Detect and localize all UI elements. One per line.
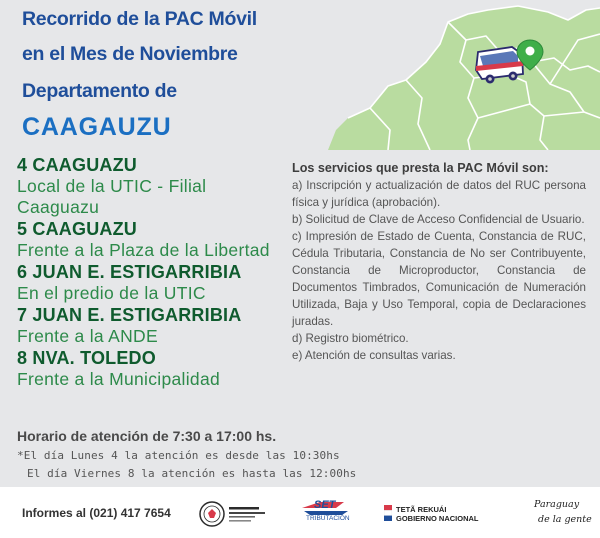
gob-line-2: GOBIERNO NACIONAL <box>396 514 479 523</box>
py-line-1: Paraguay <box>534 499 580 510</box>
title-line-2: en el Mes de Noviembre <box>22 43 238 65</box>
stop-heading: 7 JUAN E. ESTIGARRIBIA <box>17 305 242 325</box>
hacienda-logo <box>198 499 268 529</box>
py-line-2: de la gente <box>538 514 592 525</box>
opening-hours: Horario de atención de 7:30 a 17:00 hs. <box>17 428 277 444</box>
service-item: d) Registro biométrico. <box>292 332 409 345</box>
service-item: a) Inscripción y actualización de datos del RUC persona física y jurídica (aprobación). <box>292 179 586 209</box>
set-logo <box>296 499 358 529</box>
service-item: b) Solicitud de Clave de Acceso Confidencial de Usuario. <box>292 213 585 226</box>
stop-location: Frente a la Municipalidad <box>17 369 221 389</box>
services-panel <box>292 160 586 364</box>
set-logo-text: SET <box>314 499 336 511</box>
stop-heading: 6 JUAN E. ESTIGARRIBIA <box>17 262 242 282</box>
stop-heading: 5 CAAGUAZU <box>17 219 138 239</box>
service-item: e) Atención de consultas varias. <box>292 349 456 362</box>
stop-location: Frente a la ANDE <box>17 326 158 346</box>
stop-location: Local de la UTIC - Filial Caaguazu <box>17 176 207 217</box>
gobierno-nacional-logo <box>384 501 494 527</box>
department-map-illustration <box>318 0 600 150</box>
gob-line-1: TETÃ REKUÁI <box>396 505 447 514</box>
schedule-note-monday: *El día Lunes 4 la atención es desde las 10:30hs <box>17 449 340 462</box>
set-logo-subtitle: TRIBUTACIÓN <box>306 515 350 522</box>
stops-list <box>17 154 287 390</box>
department-name: CAAGAUZU <box>22 113 172 141</box>
stop-location: En el predio de la UTIC <box>17 283 206 303</box>
services-title: Los servicios que presta la PAC Móvil son: <box>292 161 549 175</box>
paraguay-de-la-gente-logo <box>528 495 590 533</box>
title-line-1: Recorrido de la PAC Móvil <box>22 8 257 30</box>
stop-heading: 4 CAAGUAZU <box>17 155 138 175</box>
stop-heading: 8 NVA. TOLEDO <box>17 348 156 368</box>
stop-location: Frente a la Plaza de la Libertad <box>17 240 270 260</box>
schedule-note-friday: El día Viernes 8 la atención es hasta las 12:00hs <box>27 467 357 480</box>
title-line-3: Departamento de <box>22 80 177 102</box>
service-item: c) Impresión de Estado de Cuenta, Constancia de RUC, Cédula Tributaria, Constancia de No ser Contribuyente, Constancia de Microproductor, Constancia de Documentos Timbrados, Comunicación de Numeración Utilizada, Baja y Uso Temporal, copia de Declaraciones juradas. <box>292 230 586 328</box>
contact-phone[interactable]: Informes al (021) 417 7654 <box>22 506 171 520</box>
footer-bar <box>0 487 600 538</box>
